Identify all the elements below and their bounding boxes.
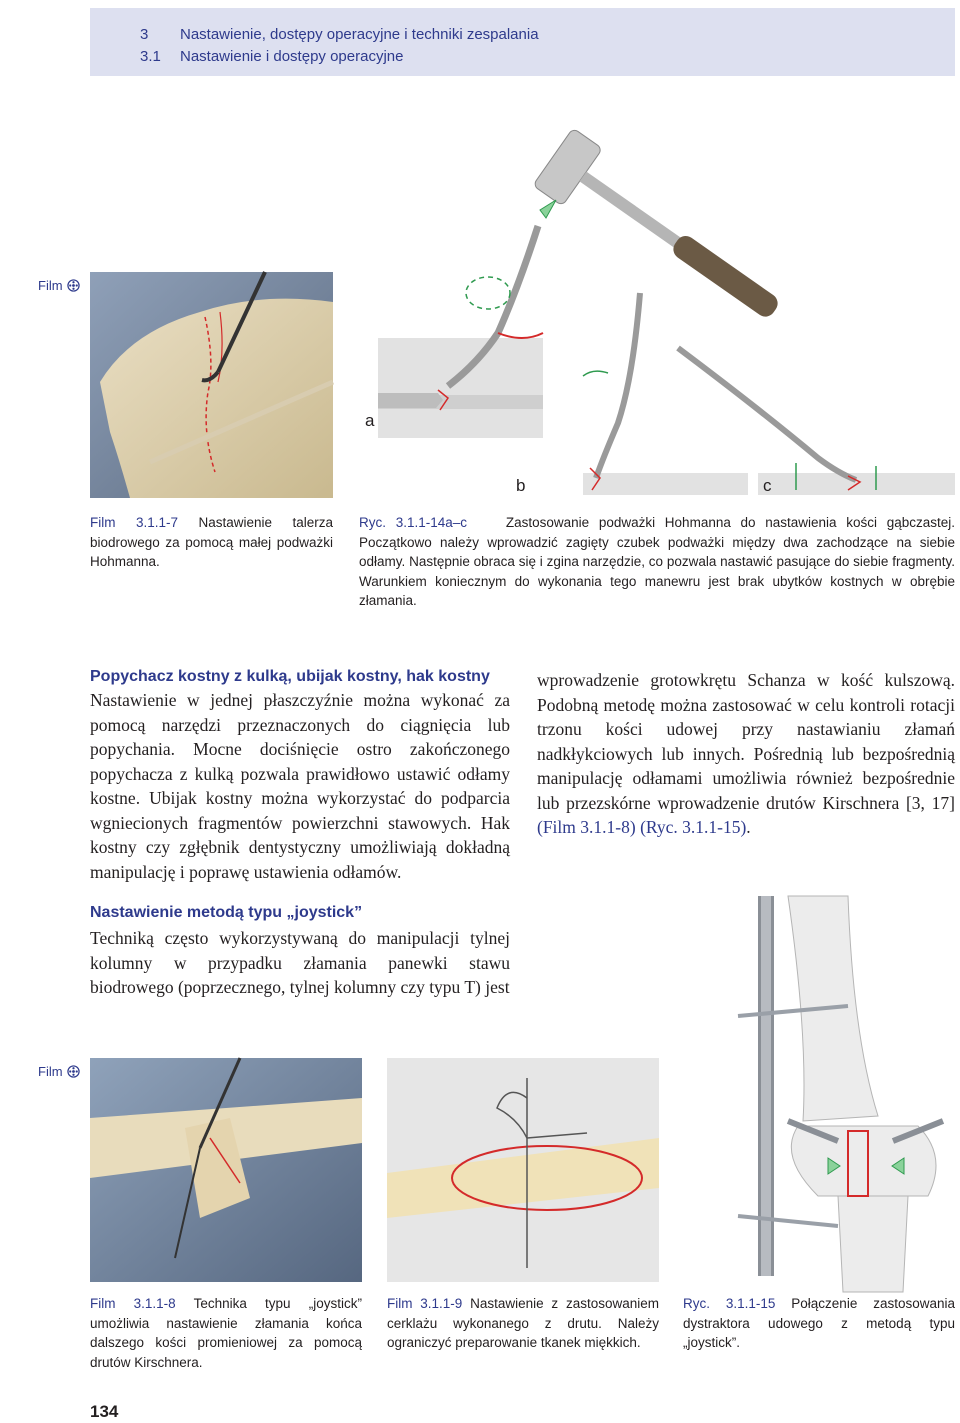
section-heading-bone-pusher: Popychacz kostny z kulką, ubijak kostny, hak kostny — [90, 668, 490, 685]
wire-cerclage-photo — [387, 1058, 659, 1282]
paragraph-tail: . — [746, 817, 751, 837]
caption-text: Technika typu „joystick” umożliwia nastawienie złamania końca dalszego kości promieniowej za pomocą drutów Kirschnera. — [90, 1296, 362, 1370]
film-badge-label: Film — [38, 1064, 63, 1079]
chapter-header — [90, 8, 955, 76]
wire-cerclage-illustration — [387, 1058, 659, 1282]
ref-ryc-3-1-1-15[interactable]: (Ryc. 3.1.1-15) — [640, 817, 747, 837]
section-heading-joystick: Nastawienie metodą typu „joystick” — [90, 904, 363, 921]
caption-film-3-1-1-8 — [90, 1294, 362, 1372]
radius-joystick-illustration — [90, 1058, 362, 1282]
panel-label-a: a — [365, 411, 375, 430]
radius-joystick-photo — [90, 1058, 362, 1282]
distractor-knee-illustration — [728, 896, 955, 1292]
caption-label: Film 3.1.1-7 — [90, 515, 178, 530]
caption-ryc-3-1-1-15 — [683, 1294, 955, 1353]
section-number: 3.1 — [140, 48, 161, 65]
section-paragraph-bone-pusher: Nastawienie w jednej płaszczyźnie można wykonać za pomocą narzędzi przeznaczonych do ciągnięcia lub popychania. Mocne dociśnięcie ostro zakończonego popychacza z kulką pozwala prawidłowo ustawić odłamy kostne. Ubijak kostny można wykorzystać do podparcia wgniecionych fragmentów powierzchni stawowych. Hak kostny czy zgłębnik dentystyczny umożliwiają dokładną manipulację i poprawę ustawienia odłamów. — [90, 690, 510, 882]
distractor-knee-figure — [728, 896, 955, 1292]
section-title: Nastawienie i dostępy operacyjne — [180, 48, 404, 65]
hohmann-retractor-illustration — [378, 118, 955, 501]
caption-film-3-1-1-7 — [90, 513, 333, 572]
caption-text: Nastawienie z zastosowaniem cerklażu wykonanego z drutu. Należy ograniczyć preparowanie tkanek miękkich. — [387, 1296, 659, 1350]
caption-label: Film 3.1.1-8 — [90, 1296, 176, 1311]
panel-label-b: b — [516, 476, 526, 495]
iliac-wing-illustration — [90, 272, 333, 498]
chapter-number: 3 — [140, 26, 149, 43]
caption-label: Ryc. 3.1.1-14a–c — [359, 515, 468, 530]
right-column-paragraph — [537, 668, 955, 840]
caption-label: Film 3.1.1-9 — [387, 1296, 463, 1311]
iliac-wing-photo — [90, 272, 333, 498]
caption-label: Ryc. 3.1.1-15 — [683, 1296, 776, 1311]
caption-text: Zastosowanie podważki Hohmanna do nastawienia kości gąbczastej. Początkowo należy wprowadzić zagięty czubek podważki między dwa zachodzące na siebie odłamy. Następnie obraca się i zgina narzędzie, co pozwala nastawić pasujące do siebie fragmenty. Warunkiem koniecznym do wykonania tego manewru jest brak ubytków kostnych w obrębie złamania. — [359, 515, 956, 608]
ref-film-3-1-1-8[interactable]: (Film 3.1.1-8) — [537, 817, 636, 837]
film-badge[interactable] — [38, 278, 80, 293]
hohmann-retractor-figure — [365, 118, 955, 501]
film-reel-icon — [67, 279, 80, 292]
page-number: 134 — [90, 1402, 119, 1421]
chapter-title: Nastawienie, dostępy operacyjne i techniki zespalania — [180, 26, 539, 43]
section-paragraph-joystick: Techniką często wykorzystywaną do manipulacji tylnej kolumny w przypadku złamania panewki stawu biodrowego (poprzecznego, tylnej kolumny czy typu T) jest — [90, 928, 510, 997]
caption-text: Połączenie zastosowania dystraktora udowego z metodą typu „joystick”. — [683, 1296, 955, 1350]
caption-film-3-1-1-9 — [387, 1294, 659, 1353]
panel-label-c: c — [763, 476, 772, 495]
film-badge-label: Film — [38, 278, 63, 293]
caption-ryc-3-1-1-14 — [359, 513, 955, 611]
paragraph-body: wprowadzenie grotowkrętu Schanza w kość kulszową. Podobną metodę można zastosować w celu kontroli rotacji trzonu kości udowej przy nastawianiu złamań nadkłykciowych lub innych. Pośrednią lub bezpośrednią manipulację odłamami umożliwia również bezpośrednie lub przezskórne wprowadzenie drutów Kirschnera [3, 17] — [537, 670, 955, 813]
caption-text: Nastawienie talerza biodrowego za pomocą małej podważki Hohmanna. — [90, 515, 333, 569]
film-badge[interactable] — [38, 1064, 80, 1079]
film-reel-icon — [67, 1065, 80, 1078]
